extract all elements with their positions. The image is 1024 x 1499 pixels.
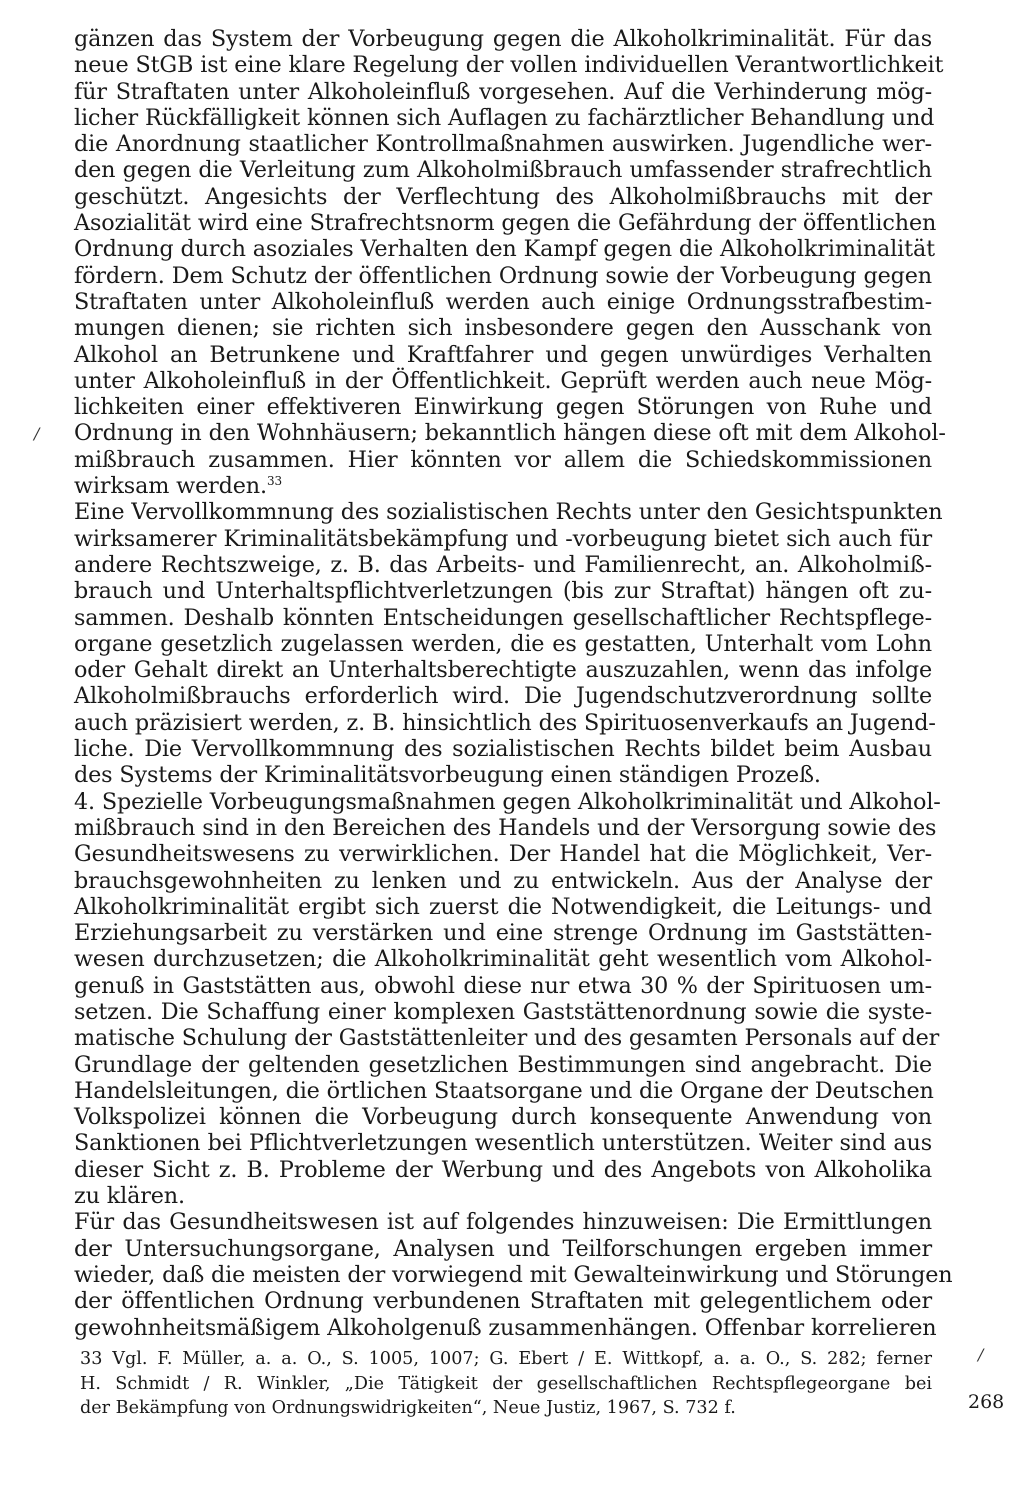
text-line: gänzen das System der Vorbeugung gegen die Alkoholkriminalität. Für das [74,26,932,52]
text-line: Asozialität wird eine Strafrechtsnorm gegen die Gefährdung der öffentlichen [74,210,937,237]
text-line: licher Rückfälligkeit können sich Auflagen zu fachärztlicher Behandlung und [74,104,935,131]
text-line: Gesundheitswesens zu verwirklichen. Der Handel hat die Möglichkeit, Ver- [74,841,932,868]
text-line: Grundlage der geltenden gesetzlichen Bestimmungen sind angebracht. Die [74,1051,932,1078]
text-line: organe gesetzlich zugelassen werden, die es gestatten, Unterhalt vom Lohn [74,630,932,657]
footnote-line: 33 Vgl. F. Müller, a. a. O., S. 1005, 1007; G. Ebert / E. Wittkopf, a. a. O., S. 282; ferner [80,1349,932,1369]
text-line: brauch und Unterhaltspflichtverletzungen (bis zur Straftat) hängen oft zu- [74,578,932,605]
footnote-line: H. Schmidt / R. Winkler, „Die Tätigkeit der gesellschaftlichen Rechtspflegeorgane bei [80,1373,932,1394]
text-line: Ordnung durch asoziales Verhalten den Kampf gegen die Alkoholkriminalität [74,236,935,263]
text-line: Alkohol an Betrunkene und Kraftfahrer und gegen unwürdiges Verhalten [74,341,932,368]
text-line: mungen dienen; sie richten sich insbesondere gegen den Ausschank von [74,315,932,342]
main-text-block [74,26,953,1341]
text-line: oder Gehalt direkt an Unterhaltsberechtigte auszuzahlen, wenn das infolge [74,657,932,684]
text-line: Handelsleitungen, die örtlichen Staatsorgane und die Organe der Deutschen [74,1077,934,1104]
text-line: neue StGB ist eine klare Regelung der vollen individuellen Verantwortlichkeit [74,52,944,79]
text-line: Ordnung in den Wohnhäusern; bekanntlich hängen diese oft mit dem Alkohol- [74,420,946,447]
text-line: liche. Die Vervollkommnung des sozialistischen Rechts bildet beim Ausbau [74,736,932,763]
footnote-reference: 33 [266,474,282,489]
text-line: Alkoholkriminalität ergibt sich zuerst die Notwendigkeit, die Leitungs- und [74,893,932,920]
text-line: gewohnheitsmäßigem Alkoholgenuß zusammenhängen. Offenbar korrelieren [74,1314,937,1341]
text-line: zu klären. [74,1183,185,1210]
text-line: Für das Gesundheitswesen ist auf folgendes hinzuweisen: Die Ermittlungen [74,1209,932,1236]
text-line: des Systems der Kriminalitätsvorbeugung einen ständigen Prozeß. [74,762,821,789]
text-line: Volkspolizei können die Vorbeugung durch konsequente Anwendung von [74,1104,932,1131]
text-line: brauchsgewohnheiten zu lenken und zu entwickeln. Aus der Analyse der [74,867,932,894]
text-line: auch präzisiert werden, z. B. hinsichtlich des Spirituosenverkaufs an Jugend- [74,709,936,736]
text-line: wesen durchzusetzen; die Alkoholkriminalität geht wesentlich vom Alkohol- [74,946,932,973]
text-line: mißbrauch sind in den Bereichen des Handels und der Versorgung sowie des [74,814,937,841]
text-line: Alkoholmißbrauchs erforderlich wird. Die Jugendschutzverordnung sollte [74,683,932,710]
text-line: der Untersuchungsorgane, Analysen und Teilforschungen ergeben immer [74,1235,932,1262]
text-line: 4. Spezielle Vorbeugungsmaßnahmen gegen Alkoholkriminalität und Alkohol- [74,788,941,815]
text-line: mißbrauch zusammen. Hier könnten vor allem die Schiedskommissionen [74,446,932,473]
text-line-with-footnote [74,473,932,499]
text-line: unter Alkoholeinfluß in der Öffentlichkeit. Geprüft werden auch neue Mög- [74,367,932,394]
text-line-content: wirksam werden. [74,473,267,500]
text-line: Erziehungsarbeit zu verstärken und eine strenge Ordnung im Gaststätten- [74,920,932,947]
text-line: setzen. Die Schaffung einer komplexen Gaststättenordnung sowie die syste- [74,998,932,1025]
text-line: lichkeiten einer effektiveren Einwirkung gegen Störungen von Ruhe und [74,394,932,421]
text-line: dieser Sicht z. B. Probleme der Werbung und des Angebots von Alkoholika [74,1156,932,1183]
text-line: wieder, daß die meisten der vorwiegend mit Gewalteinwirkung und Störungen [74,1261,953,1288]
page-number: 268 [968,1391,1005,1413]
text-line: genuß in Gaststätten aus, obwohl diese nur etwa 30 % der Spirituosen um- [74,972,932,999]
text-line: den gegen die Verleitung zum Alkoholmißbrauch umfassender strafrechtlich [74,157,932,184]
text-line: matische Schulung der Gaststättenleiter und des gesamten Personals auf der [74,1025,940,1052]
text-line: fördern. Dem Schutz der öffentlichen Ordnung sowie der Vorbeugung gegen [74,262,932,289]
text-line: Straftaten unter Alkoholeinfluß werden auch einige Ordnungsstrafbestim- [74,288,932,315]
text-line: geschützt. Angesichts der Verflechtung des Alkoholmißbrauchs mit der [74,183,932,210]
text-line: die Anordnung staatlicher Kontrollmaßnahmen auswirken. Jugendliche wer- [74,131,932,158]
text-line: wirksamerer Kriminalitätsbekämpfung und -vorbeugung bietet sich auch für [74,525,932,552]
margin-mark: / [34,424,40,443]
margin-mark: / [978,1345,984,1364]
text-line: sammen. Deshalb könnten Entscheidungen gesellschaftlicher Rechtspflege- [74,604,932,631]
text-line: andere Rechtszweige, z. B. das Arbeits- und Familienrecht, an. Alkoholmiß- [74,551,932,578]
text-line: der öffentlichen Ordnung verbundenen Straftaten mit gelegentlichem oder [74,1288,932,1315]
footnote-line: der Bekämpfung von Ordnungswidrigkeiten“, Neue Justiz, 1967, S. 732 f. [80,1398,736,1418]
text-line: Sanktionen bei Pflichtverletzungen wesentlich unterstützen. Weiter sind aus [74,1130,932,1157]
text-line: Eine Vervollkommnung des sozialistischen Rechts unter den Gesichtspunkten [74,499,943,526]
footnote-block [80,1347,932,1421]
text-line: für Straftaten unter Alkoholeinfluß vorgesehen. Auf die Verhinderung mög- [74,78,932,105]
